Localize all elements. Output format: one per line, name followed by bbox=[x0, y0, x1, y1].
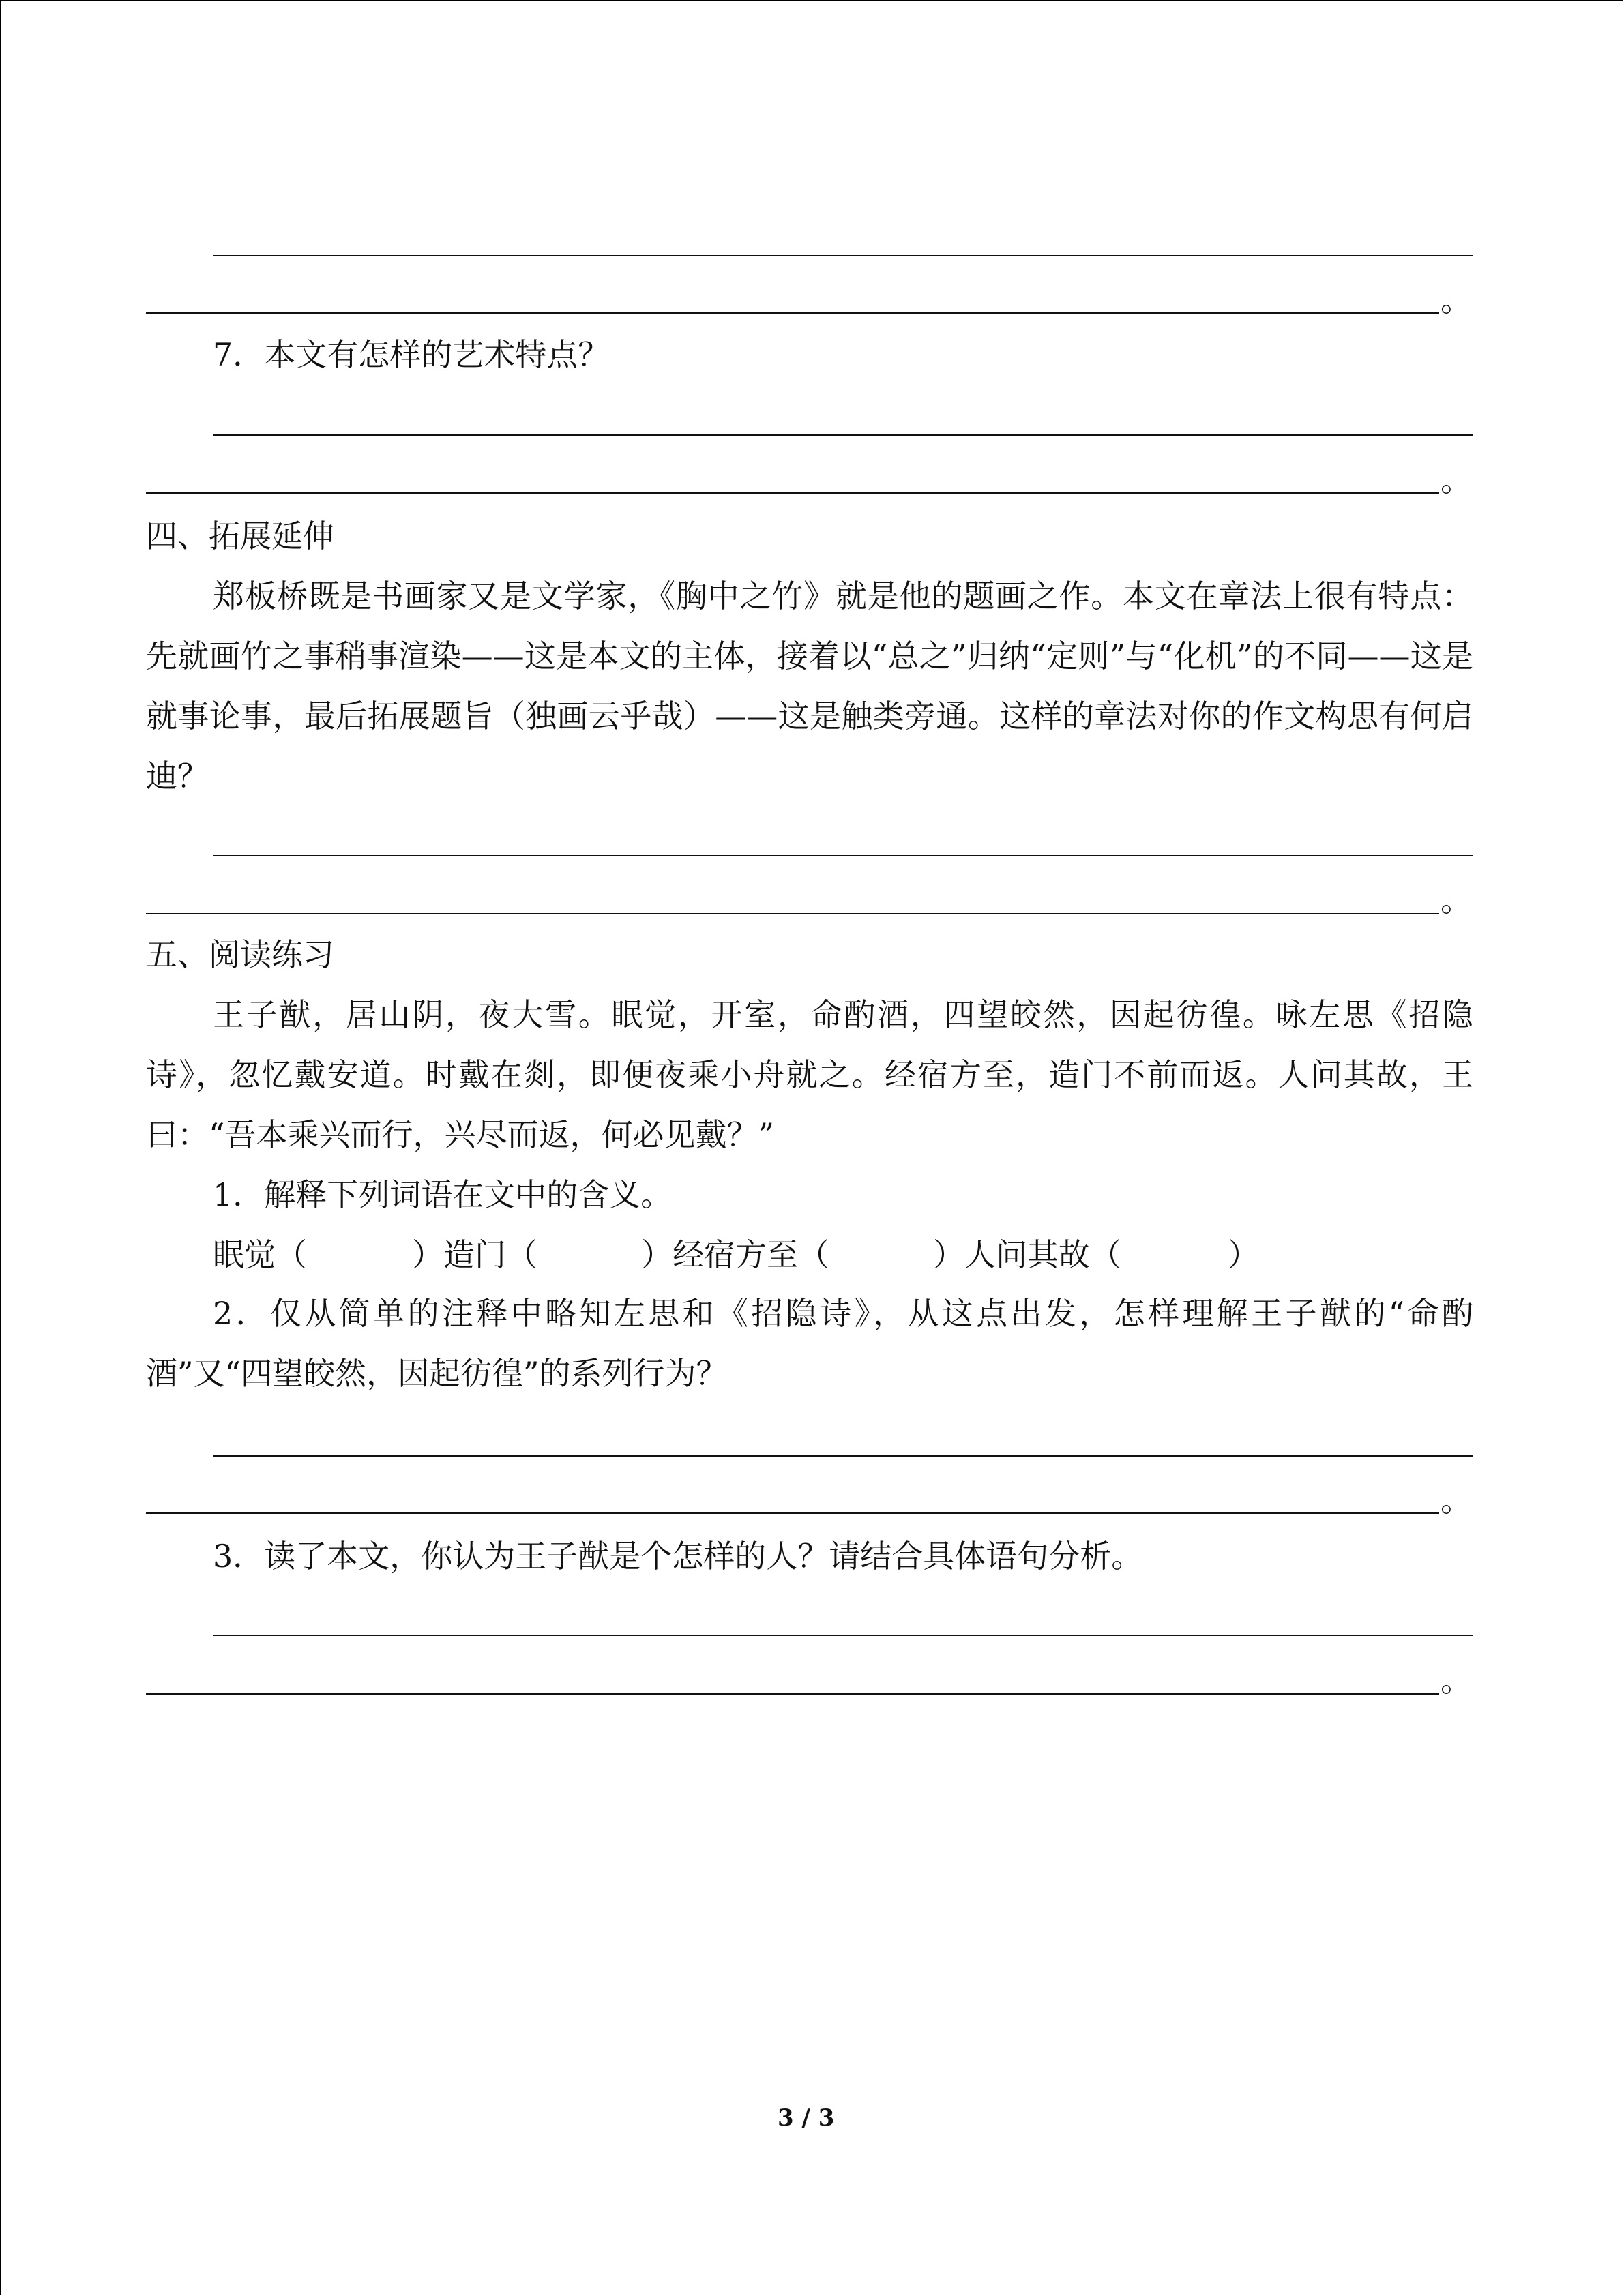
answer-line[interactable] bbox=[213, 434, 1473, 436]
answer-line[interactable] bbox=[146, 1693, 1439, 1695]
question-3: 3．读了本文，你认为王子猷是个怎样的人？请结合具体语句分析。 bbox=[213, 1538, 1143, 1575]
question-1: 1．解释下列词语在文中的含义。 bbox=[213, 1176, 673, 1213]
section-5-passage: 王子猷，居山阴，夜大雪。眠觉，开室，命酌酒，四望皎然，因起彷徨。咏左思《招隐诗》，忽忆戴安道。时戴在剡，即便夜乘小舟就之。经宿方至，造门不前而返。人问其故，王曰：“吾本乘兴而行，兴尽而返，何必见戴？” bbox=[146, 996, 1473, 1153]
page-number: 3 / 3 bbox=[778, 2104, 835, 2132]
question-2: 2．仅从简单的注释中略知左思和《招隐诗》，从这点出发，怎样理解王子猷的“命酌酒”又“四望皎然，因起彷徨”的系列行为？ bbox=[146, 1295, 1473, 1392]
answer-line[interactable] bbox=[146, 1512, 1439, 1514]
term-renwen: ）人问其故（ bbox=[933, 1236, 1121, 1273]
period-mark: 。 bbox=[1441, 282, 1472, 318]
term-zaomen: ）造门（ bbox=[412, 1236, 537, 1273]
answer-line[interactable] bbox=[213, 855, 1473, 856]
section-4-heading: 四、拓展延伸 bbox=[146, 518, 334, 554]
section-5-heading: 五、阅读练习 bbox=[146, 936, 334, 973]
period-mark: 。 bbox=[1441, 1482, 1472, 1519]
period-mark: 。 bbox=[1441, 1662, 1472, 1699]
answer-line[interactable] bbox=[146, 312, 1439, 314]
answer-line[interactable] bbox=[213, 1455, 1473, 1457]
period-mark: 。 bbox=[1441, 882, 1472, 919]
answer-line[interactable] bbox=[213, 255, 1473, 256]
term-mianjue: 眠觉（ bbox=[213, 1236, 307, 1273]
answer-line[interactable] bbox=[146, 913, 1439, 914]
term-jingsu: ）经宿方至（ bbox=[641, 1236, 829, 1273]
answer-line[interactable] bbox=[213, 1635, 1473, 1636]
answer-line[interactable] bbox=[146, 492, 1439, 494]
question-7: 7．本文有怎样的艺术特点？ bbox=[213, 336, 610, 373]
term-close: ） bbox=[1228, 1236, 1259, 1273]
period-mark: 。 bbox=[1441, 462, 1472, 498]
section-4-passage: 郑板桥既是书画家又是文学家，《胸中之竹》就是他的题画之作。本文在章法上很有特点：先就画竹之事稍事渲染——这是本文的主体，接着以“总之”归纳“定则”与“化机”的不同——这是就事论事，最后拓展题旨（独画云乎哉）——这是触类旁通。这样的章法对你的作文构思有何启迪？ bbox=[146, 578, 1473, 794]
